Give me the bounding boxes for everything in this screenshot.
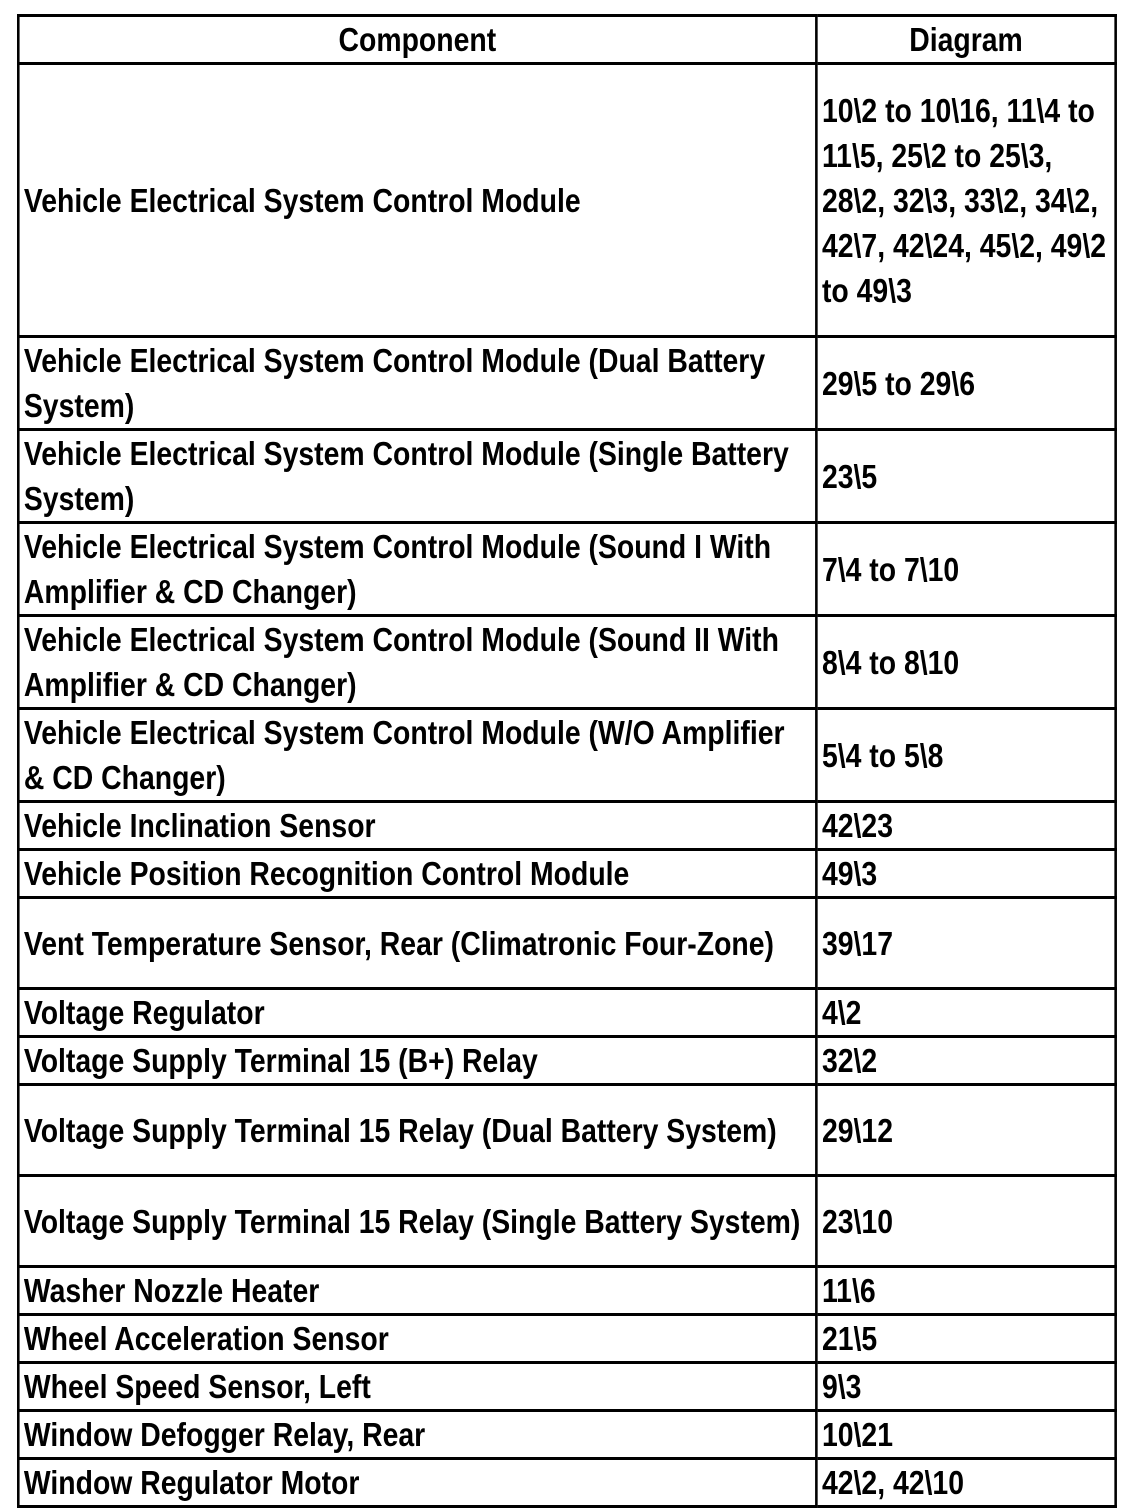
diagram-cell: 5\4 to 5\8 <box>816 709 1115 802</box>
table-row <box>18 523 1115 616</box>
component-cell: Vehicle Electrical System Control Module (Sound II With Amplifier & CD Changer) <box>18 616 816 709</box>
diagram-cell: 32\2 <box>816 1037 1115 1085</box>
table-row <box>18 709 1115 802</box>
diagram-cell: 29\12 <box>816 1085 1115 1176</box>
component-cell: Window Regulator Motor <box>18 1459 816 1507</box>
diagram-cell: 23\10 <box>816 1176 1115 1267</box>
component-cell: Vehicle Electrical System Control Module <box>18 64 816 337</box>
table-row <box>18 898 1115 989</box>
component-cell: Vehicle Electrical System Control Module (W/O Amplifier & CD Changer) <box>18 709 816 802</box>
diagram-cell: 21\5 <box>816 1315 1115 1363</box>
diagram-cell: 42\23 <box>816 802 1115 850</box>
table-row <box>18 1363 1115 1411</box>
component-cell: Vehicle Inclination Sensor <box>18 802 816 850</box>
table-row <box>18 1459 1115 1507</box>
component-cell: Voltage Supply Terminal 15 Relay (Dual Battery System) <box>18 1085 816 1176</box>
component-cell: Voltage Supply Terminal 15 Relay (Single Battery System) <box>18 1176 816 1267</box>
table-row <box>18 1315 1115 1363</box>
diagram-cell: 23\5 <box>816 430 1115 523</box>
header-row <box>18 16 1115 64</box>
component-cell: Wheel Acceleration Sensor <box>18 1315 816 1363</box>
table-row <box>18 64 1115 337</box>
diagram-cell: 49\3 <box>816 850 1115 898</box>
table-row <box>18 337 1115 430</box>
component-cell: Wheel Speed Sensor, Left <box>18 1363 816 1411</box>
diagram-cell: 29\5 to 29\6 <box>816 337 1115 430</box>
component-cell: Vehicle Electrical System Control Module (Single Battery System) <box>18 430 816 523</box>
component-cell: Voltage Regulator <box>18 989 816 1037</box>
table-row <box>18 850 1115 898</box>
table-row <box>18 989 1115 1037</box>
component-cell: Vehicle Electrical System Control Module (Sound I With Amplifier & CD Changer) <box>18 523 816 616</box>
table-row <box>18 802 1115 850</box>
component-cell: Window Defogger Relay, Rear <box>18 1411 816 1459</box>
table-row <box>18 1411 1115 1459</box>
component-cell: Washer Nozzle Heater <box>18 1267 816 1315</box>
diagram-cell: 10\2 to 10\16, 11\4 to 11\5, 25\2 to 25\3, 28\2, 32\3, 33\2, 34\2, 42\7, 42\24, 45\2, 49\2 to 49\3 <box>816 64 1115 337</box>
component-cell: Vehicle Position Recognition Control Module <box>18 850 816 898</box>
table-row <box>18 1267 1115 1315</box>
diagram-cell: 8\4 to 8\10 <box>816 616 1115 709</box>
diagram-cell: 42\2, 42\10 <box>816 1459 1115 1507</box>
diagram-cell: 11\6 <box>816 1267 1115 1315</box>
component-cell: Vehicle Electrical System Control Module (Dual Battery System) <box>18 337 816 430</box>
table-row <box>18 430 1115 523</box>
diagram-cell: 10\21 <box>816 1411 1115 1459</box>
table-row <box>18 1085 1115 1176</box>
table-row <box>18 1037 1115 1085</box>
component-diagram-table <box>17 14 1117 1508</box>
header-component: Component <box>18 16 816 64</box>
diagram-cell: 39\17 <box>816 898 1115 989</box>
table-row <box>18 616 1115 709</box>
table-row <box>18 1176 1115 1267</box>
diagram-cell: 9\3 <box>816 1363 1115 1411</box>
header-diagram: Diagram <box>816 16 1115 64</box>
diagram-cell: 4\2 <box>816 989 1115 1037</box>
component-cell: Voltage Supply Terminal 15 (B+) Relay <box>18 1037 816 1085</box>
diagram-cell: 7\4 to 7\10 <box>816 523 1115 616</box>
component-cell: Vent Temperature Sensor, Rear (Climatronic Four-Zone) <box>18 898 816 989</box>
